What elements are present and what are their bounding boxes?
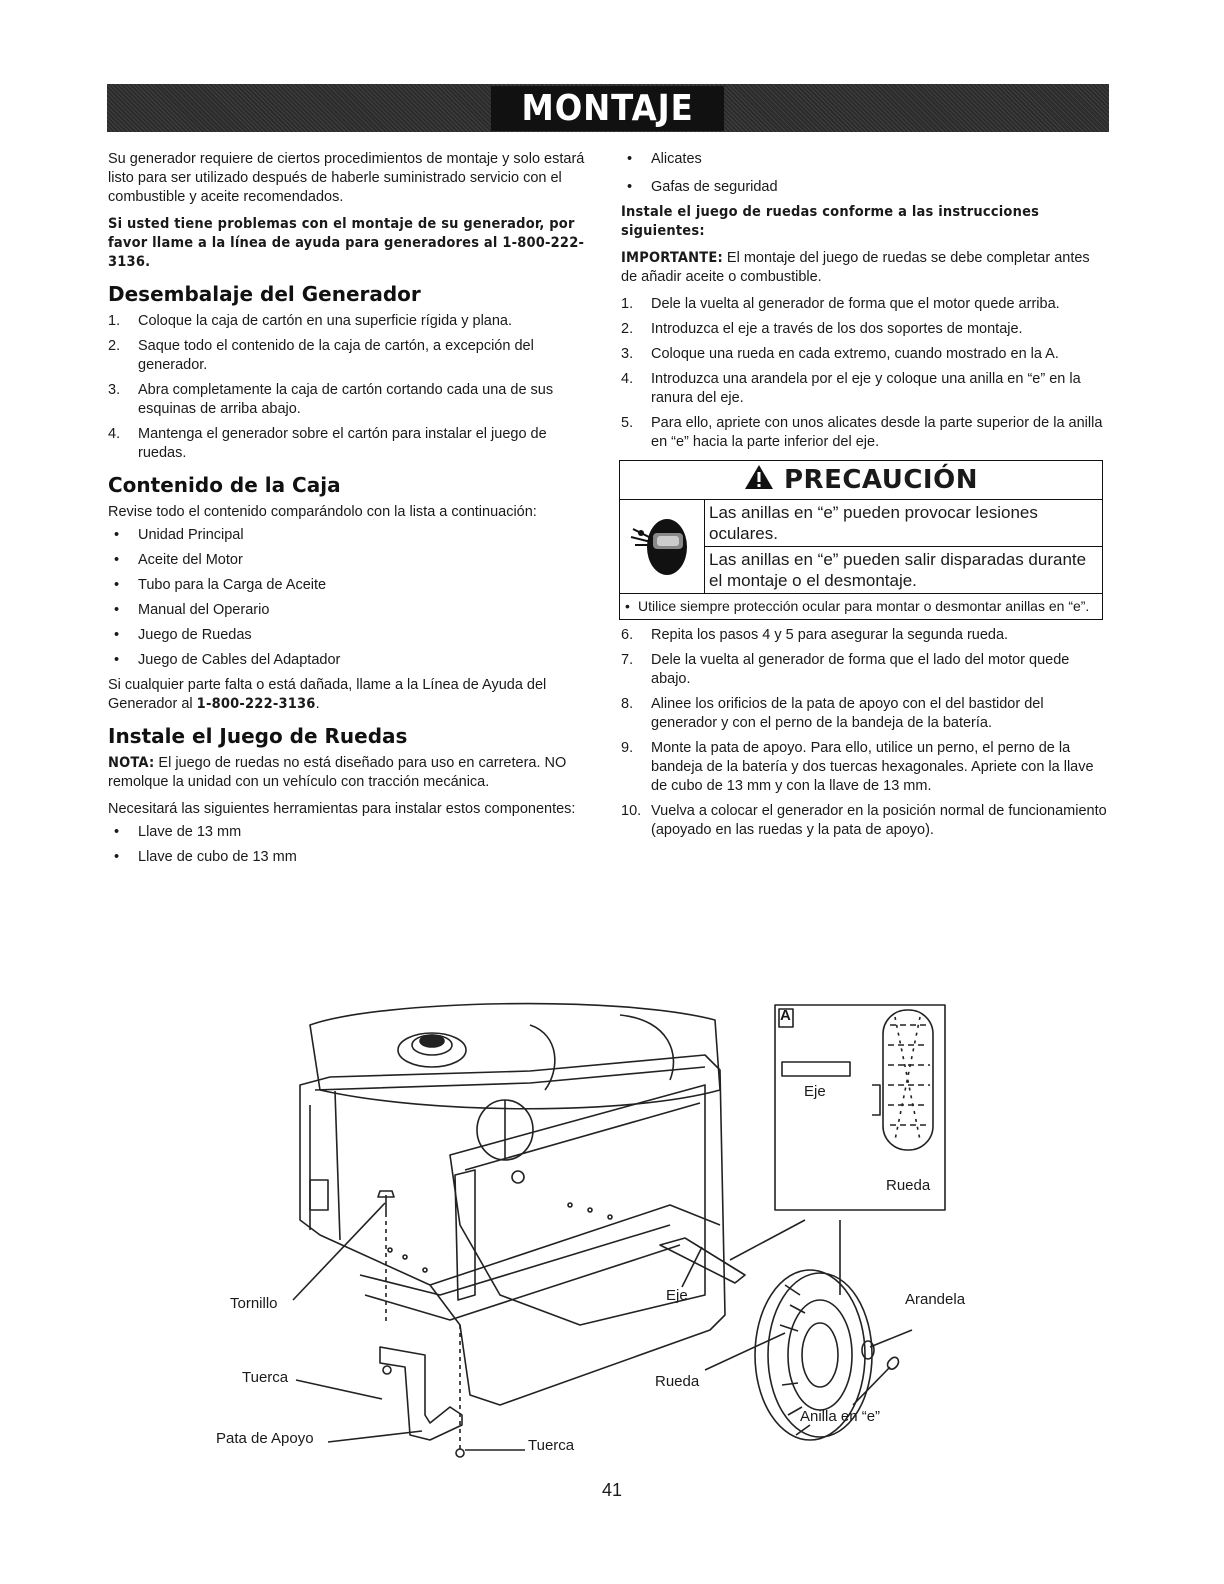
section-title: MONTAJE: [491, 86, 724, 131]
list-item: 3. Coloque una rueda en cada extremo, cuando mostrado en la A.: [621, 346, 1059, 362]
list-item: 6. Repita los pasos 4 y 5 para asegurar la segunda rueda.: [621, 627, 1009, 643]
unpack-steps: [108, 312, 592, 463]
list-item: • Alicates: [621, 150, 1109, 169]
list-item: 10. Vuelva a colocar el generador en la posición normal de funcionamiento (apoyado en las ruedas y la pata de apoyo).: [621, 803, 1107, 838]
left-column: [108, 150, 592, 875]
label-inset-wheel: Rueda: [886, 1177, 931, 1194]
important-note: IMPORTANTE: El montaje del juego de ruedas se debe completar antes de añadir aceite o combustible.: [621, 250, 1090, 285]
assembly-diagram: [200, 995, 1020, 1475]
page-number: 41: [601, 1480, 623, 1500]
wheel-steps-a: [621, 295, 1109, 452]
help-line-note: Si usted tiene problemas con el montaje de su generador, por favor llame a la línea de ayuda para generadores al 1-800-222-3136.: [108, 216, 585, 270]
box-contents-intro: Revise todo el contenido comparándolo con la lista a continuación:: [108, 504, 537, 520]
caution-box: [619, 460, 1103, 620]
tools-list-left: [108, 823, 592, 867]
caution-message-eject: Las anillas en “e” pueden salir disparadas durante el montaje o el desmontaje.: [705, 546, 1102, 593]
tools-list-right: [621, 150, 1109, 197]
list-item: 2. Introduzca el eje a través de los dos soportes de montaje.: [621, 321, 1023, 337]
caution-tip: [620, 594, 1102, 619]
warning-triangle-icon: [744, 464, 774, 496]
list-item: • Llave de cubo de 13 mm: [108, 848, 592, 867]
list-item: 7. Dele la vuelta al generador de forma que el lado del motor quede abajo.: [621, 652, 1070, 687]
list-item: • Llave de 13 mm: [108, 823, 592, 842]
list-item: 5. Para ello, apriete con unos alicates desde la parte superior de la anilla en “e” hacia la parte inferior del eje.: [621, 415, 1103, 450]
list-item: 2. Saque todo el contenido de la caja de cartón, a excepción del generador.: [108, 338, 534, 373]
caution-body: [620, 500, 1102, 594]
instructions-heading: Instale el juego de ruedas conforme a las instrucciones siguientes:: [621, 204, 1040, 239]
list-item: • Tubo para la Carga de Aceite: [108, 576, 592, 595]
list-item: • Unidad Principal: [108, 526, 592, 545]
intro-paragraph: Su generador requiere de ciertos procedimientos de montaje y solo estará listo para ser utilizado después de haberle suministrado servicio con el combustible y aceite recomendados.: [108, 151, 585, 205]
label-nut-top: Tuerca: [242, 1369, 289, 1386]
helpline-phone: 1-800-222-3136: [196, 696, 316, 712]
label-inset-axle: Eje: [804, 1083, 826, 1100]
box-contents-heading: Contenido de la Caja: [108, 473, 341, 497]
list-item: • Manual del Operario: [108, 601, 592, 620]
list-item: 1. Dele la vuelta al generador de forma que el motor quede arriba.: [621, 296, 1060, 312]
right-column: [621, 150, 1109, 848]
list-item: • Utilice siempre protección ocular para montar o desmontar anillas en “e”.: [624, 597, 1098, 615]
list-item: 9. Monte la pata de apoyo. Para ello, utilice un perno, el perno de la bandeja de la batería y dos tuercas hexagonales. Apriete con la llave de cubo de 13 mm y con la llave de 13 mm.: [621, 740, 1094, 794]
label-washer: Arandela: [905, 1291, 966, 1308]
wheel-steps-b: [621, 626, 1109, 840]
tools-intro: Necesitará las siguientes herramientas para instalar estos componentes:: [108, 801, 576, 817]
list-item: 4. Introduzca una arandela por el eje y coloque una anilla en “e” en la ranura del eje.: [621, 371, 1081, 406]
label-screw: Tornillo: [230, 1295, 278, 1312]
list-item: 4. Mantenga el generador sobre el cartón para instalar el juego de ruedas.: [108, 426, 547, 461]
list-item: • Aceite del Motor: [108, 551, 592, 570]
install-wheels-heading: Instale el Juego de Ruedas: [108, 724, 408, 748]
section-banner: [107, 84, 1109, 132]
safety-goggles-icon: [620, 500, 705, 593]
unpack-heading: Desembalaje del Generador: [108, 282, 421, 306]
list-item: 3. Abra completamente la caja de cartón cortando cada una de sus esquinas de arriba abajo.: [108, 382, 554, 417]
list-item: • Gafas de seguridad: [621, 178, 1109, 197]
label-axle: Eje: [666, 1287, 688, 1304]
caution-message-injury: Las anillas en “e” pueden provocar lesiones oculares.: [709, 503, 1038, 543]
list-item: 1. Coloque la caja de cartón en una superficie rígida y plana.: [108, 313, 513, 329]
box-contents-list: [108, 526, 592, 670]
caution-title: PRECAUCIÓN: [784, 464, 978, 495]
wheel-note: NOTA: El juego de ruedas no está diseñado para uso en carretera. NO remolque la unidad con un vehículo con tracción mecánica.: [108, 755, 567, 790]
caution-header: [620, 461, 1102, 500]
label-support-foot: Pata de Apoyo: [216, 1430, 314, 1447]
label-nut-bottom: Tuerca: [528, 1437, 575, 1454]
label-wheel: Rueda: [655, 1373, 700, 1390]
label-e-ring: Anilla en “e”: [800, 1408, 881, 1425]
list-item: • Juego de Ruedas: [108, 626, 592, 645]
list-item: 8. Alinee los orificios de la pata de apoyo con el del bastidor del generador y con el perno de la bandeja de la batería.: [621, 696, 1044, 731]
missing-parts-note: Si cualquier parte falta o está dañada, llame a la Línea de Ayuda del Generador al 1-800-222-3136.: [108, 677, 547, 712]
list-item: • Juego de Cables del Adaptador: [108, 651, 592, 670]
inset-label-a: A: [780, 1007, 791, 1024]
generator-assembly-illustration: [200, 995, 1020, 1475]
